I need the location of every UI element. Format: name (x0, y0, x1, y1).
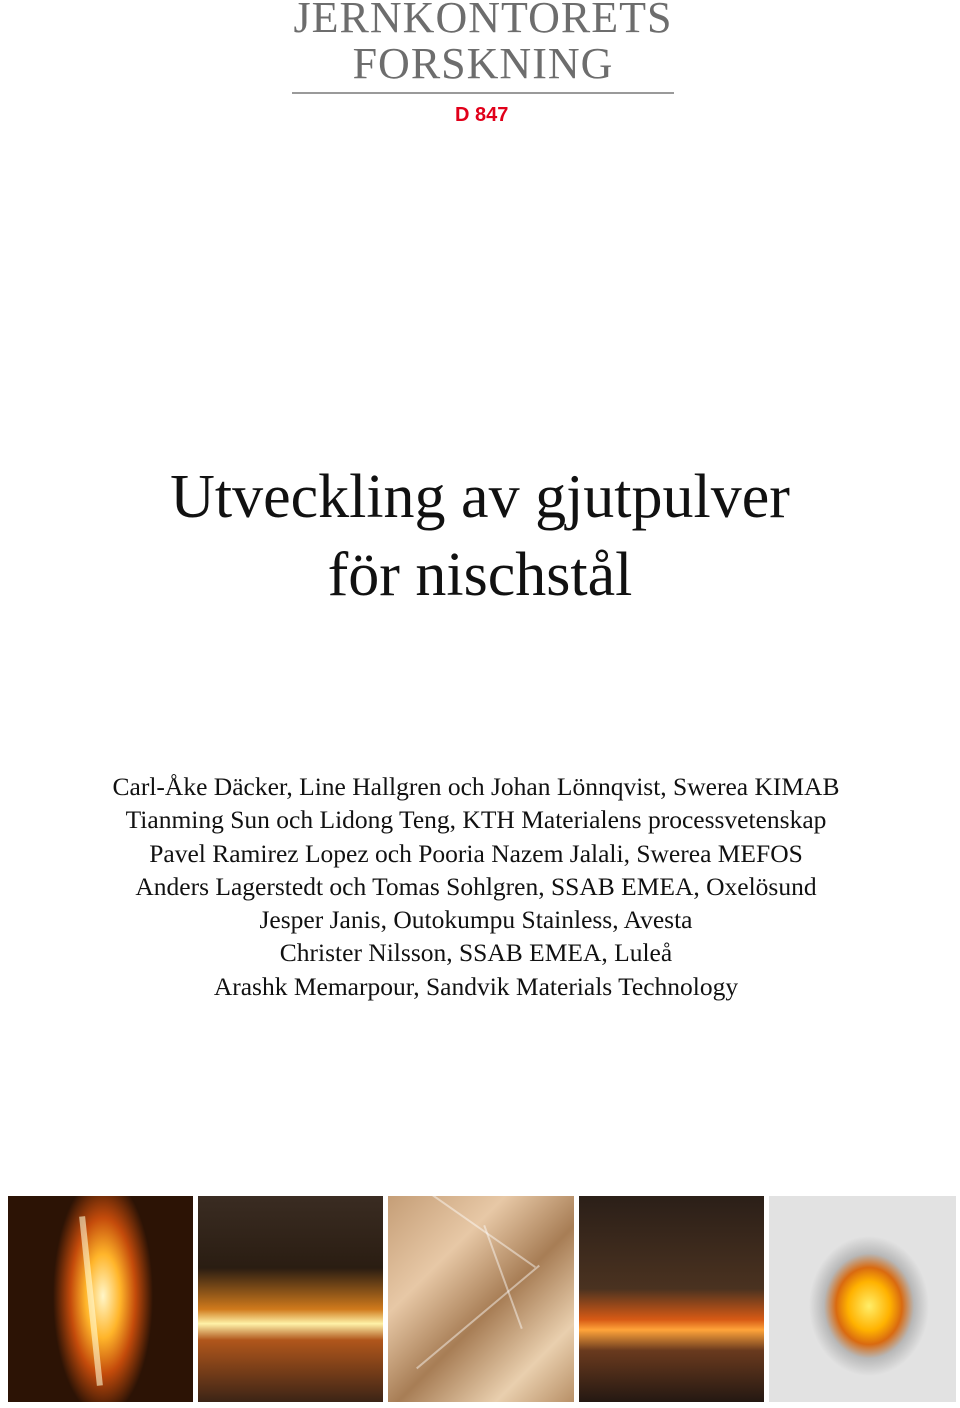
photo-ladle-furnace (198, 1196, 383, 1402)
author-line: Tianming Sun och Lidong Teng, KTH Materialens processvetenskap (125, 805, 827, 835)
photo-strip (8, 1196, 956, 1402)
logo-rule (292, 92, 674, 94)
title-line-1: Utveckling av gjutpulver (170, 463, 790, 531)
photo-converter-flame (769, 1196, 956, 1402)
author-line: Anders Lagerstedt och Tomas Sohlgren, SSAB EMEA, Oxelösund (135, 871, 817, 901)
photo-hot-rolled-bar (579, 1196, 764, 1402)
logo-line-1: JERNKONTORETS (293, 0, 673, 38)
author-line: Jesper Janis, Outokumpu Stainless, Avesta (259, 905, 693, 935)
author-line: Arashk Memarpour, Sandvik Materials Technology (213, 971, 739, 1001)
jernkontoret-logo (292, 0, 674, 94)
title-line-2: för nischstål (327, 541, 633, 609)
photo-molten-steel-pour (8, 1196, 193, 1402)
author-list (0, 770, 952, 1003)
author-line: Carl-Åke Däcker, Line Hallgren och Johan Lönnqvist, Swerea KIMAB (112, 772, 840, 801)
photo-crystal-microstructure (388, 1196, 574, 1402)
document-number: D 847 (455, 104, 509, 126)
author-line: Pavel Ramirez Lopez och Pooria Nazem Jalali, Swerea MEFOS (149, 838, 803, 868)
logo-line-2: FORSKNING (352, 39, 614, 88)
document-title (0, 458, 960, 614)
author-line: Christer Nilsson, SSAB EMEA, Luleå (279, 938, 673, 968)
